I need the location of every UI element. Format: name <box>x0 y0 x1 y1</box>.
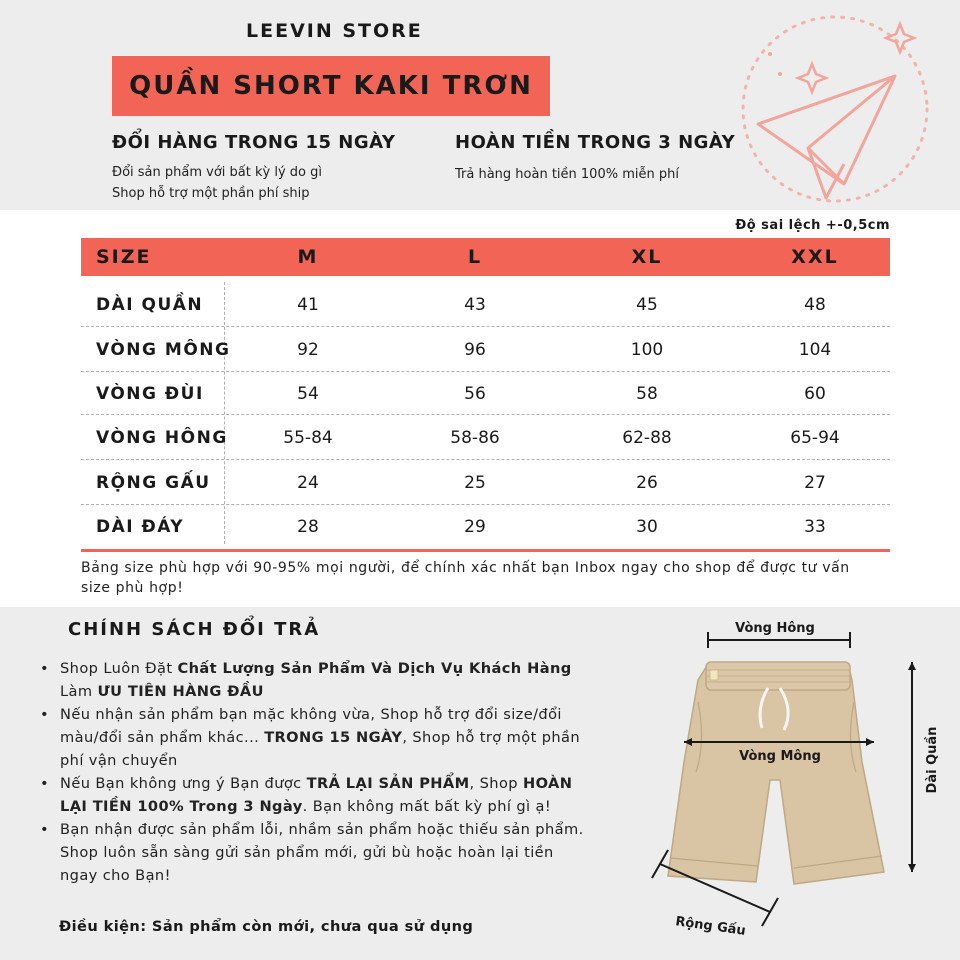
table-bottom-border <box>81 549 890 552</box>
table-cell: 24 <box>297 473 319 493</box>
table-cell: 43 <box>464 295 486 315</box>
header-xxl: XXL <box>791 246 839 268</box>
table-cell: 60 <box>804 384 826 404</box>
product-title: QUẦN SHORT KAKI TRƠN <box>129 71 533 101</box>
hem-label: Rộng Gấu <box>674 914 747 939</box>
hip-label: Vòng Hông <box>735 621 815 636</box>
row-label-length: DÀI QUẦN <box>96 295 204 315</box>
table-cell: 100 <box>630 340 664 360</box>
table-cell: 104 <box>798 340 832 360</box>
row-label-waist: VÒNG HÔNG <box>96 428 228 448</box>
row-divider <box>81 371 890 372</box>
table-cell: 28 <box>297 517 319 537</box>
tolerance-note: Độ sai lệch +-0,5cm <box>735 218 890 233</box>
policy-item: • Shop Luôn Đặt Chất Lượng Sản Phẩm Và Dịch Vụ Khách Hàng Làm ƯU TIÊN HÀNG ĐẦU <box>40 657 585 703</box>
refund-line-1: Trả hàng hoàn tiền 100% miễn phí <box>455 167 679 182</box>
table-cell: 25 <box>464 473 486 493</box>
product-title-banner <box>112 56 550 116</box>
seat-label: Vòng Mông <box>739 749 821 764</box>
row-divider <box>81 504 890 505</box>
exchange-heading: ĐỔI HÀNG TRONG 15 NGÀY <box>112 132 396 153</box>
row-divider <box>81 326 890 327</box>
row-label-hem: RỘNG GẤU <box>96 473 211 493</box>
paper-plane-icon <box>740 14 960 204</box>
table-cell: 48 <box>804 295 826 315</box>
table-cell: 65-94 <box>790 428 840 448</box>
table-cell: 96 <box>464 340 486 360</box>
policy-item: • Nếu Bạn không ưng ý Bạn được TRẢ LẠI SẢN PHẨM, Shop HOÀN LẠI TIỀN 100% Trong 3 Ngày. Bạn không mất bất kỳ phí gì ạ! <box>40 772 585 818</box>
table-cell: 58 <box>636 384 658 404</box>
row-label-thigh: VÒNG ĐÙI <box>96 384 204 404</box>
table-cell: 29 <box>464 517 486 537</box>
policy-item: • Nếu nhận sản phẩm bạn mặc không vừa, Shop hỗ trợ đổi size/đổi màu/đổi sản phẩm khác... TRONG 15 NGÀY, Shop hỗ trợ một phần phí vận chuyển <box>40 703 585 772</box>
policy-item: • Bạn nhận được sản phẩm lỗi, nhầm sản phẩm hoặc thiếu sản phẩm. Shop luôn sẵn sàng gửi sản phẩm mới, gửi bù hoặc hoàn lại tiền ngay cho Bạn! <box>40 818 585 887</box>
shorts-illustration <box>668 662 884 884</box>
row-label-seat: VÒNG MÔNG <box>96 340 231 360</box>
refund-heading: HOÀN TIỀN TRONG 3 NGÀY <box>455 132 736 153</box>
table-cell: 62-88 <box>622 428 672 448</box>
table-cell: 54 <box>297 384 319 404</box>
table-cell: 26 <box>636 473 658 493</box>
size-fit-note: Bảng size phù hợp với 90-95% mọi người, để chính xác nhất bạn Inbox ngay cho shop để được tư vấn size phù hợp! <box>81 560 850 596</box>
exchange-line-1: Đổi sản phẩm với bất kỳ lý do gì <box>112 165 322 180</box>
table-cell: 27 <box>804 473 826 493</box>
store-name: LEEVIN STORE <box>246 20 423 42</box>
header-m: M <box>297 246 319 268</box>
policy-condition: Điều kiện: Sản phẩm còn mới, chưa qua sử dụng <box>59 918 474 935</box>
header-xl: XL <box>631 246 663 268</box>
policy-list <box>40 657 585 887</box>
shorts-diagram <box>640 612 960 952</box>
policy-heading: CHÍNH SÁCH ĐỔI TRẢ <box>68 619 321 640</box>
table-cell: 30 <box>636 517 658 537</box>
table-cell: 45 <box>636 295 658 315</box>
table-cell: 58-86 <box>450 428 500 448</box>
header-l: L <box>467 246 483 268</box>
table-cell: 56 <box>464 384 486 404</box>
table-cell: 55-84 <box>283 428 333 448</box>
header-size: SIZE <box>96 246 152 268</box>
row-divider <box>81 459 890 460</box>
table-cell: 33 <box>804 517 826 537</box>
row-divider <box>81 414 890 415</box>
row-label-rise: DÀI ĐÁY <box>96 517 185 537</box>
exchange-line-2: Shop hỗ trợ một phần phí ship <box>112 186 310 201</box>
table-cell: 92 <box>297 340 319 360</box>
length-label: Dài Quần <box>925 726 940 794</box>
table-cell: 41 <box>297 295 319 315</box>
